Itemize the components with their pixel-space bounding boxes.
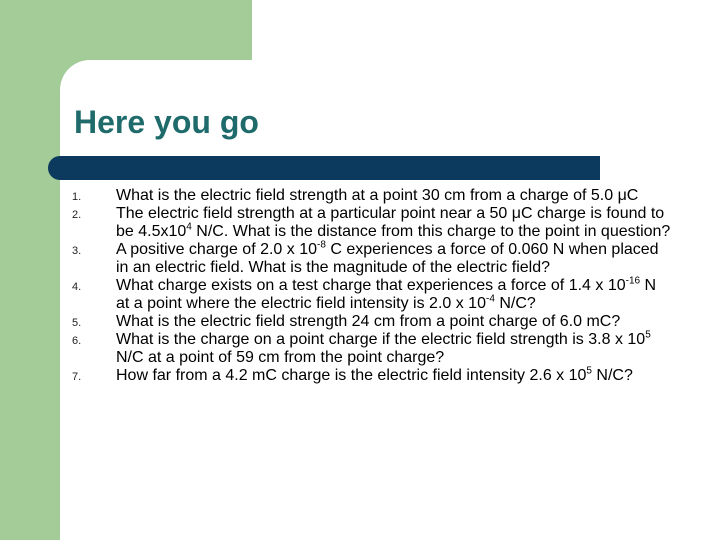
question-item [72,241,672,277]
question-number: 3. [72,245,82,257]
question-text: A positive charge of 2.0 x $10^{-8}$ C experiences a force of 0.060 N when placed in an electric field. What is the magnitude of the electric field? [116,239,659,276]
question-number: 5. [72,317,82,329]
question-text: What is the electric field strength at a point 30 cm from a charge of 5.0 μC [116,187,639,204]
question-item [72,367,672,385]
question-number: 4. [72,281,82,293]
question-number: 6. [72,335,82,347]
question-item [72,313,672,331]
question-text: How far from a 4.2 mC charge is the electric field intensity 2.6 x $10^5$ N/C? [116,365,633,384]
question-item [72,187,672,205]
question-item [72,277,672,313]
question-text: What is the electric field strength 24 cm from a point charge of 6.0 mC? [116,313,621,330]
question-list [72,187,672,385]
question-text: What charge exists on a test charge that experiences a force of 1.4 x $10^{-16}$ N at a point where the electric field intensity is 2.0 x $10^{-4}$ N/C? [116,275,657,312]
question-item [72,331,672,367]
question-text: What is the charge on a point charge if the electric field strength is 3.8 x $10^5$ N/C at a point of 59 cm from the point charge? [116,329,651,366]
slide-title: Here you go [74,104,259,140]
question-number: 7. [72,371,82,383]
question-number: 2. [72,209,82,221]
question-item [72,205,672,241]
question-number: 1. [72,191,82,203]
title-underline-bar [48,156,600,180]
question-text: The electric field strength at a particular point near a 50 μC charge is found to be $4.5x10^4$ N/C. What is the distance from this charge to the point in question? [116,205,671,240]
